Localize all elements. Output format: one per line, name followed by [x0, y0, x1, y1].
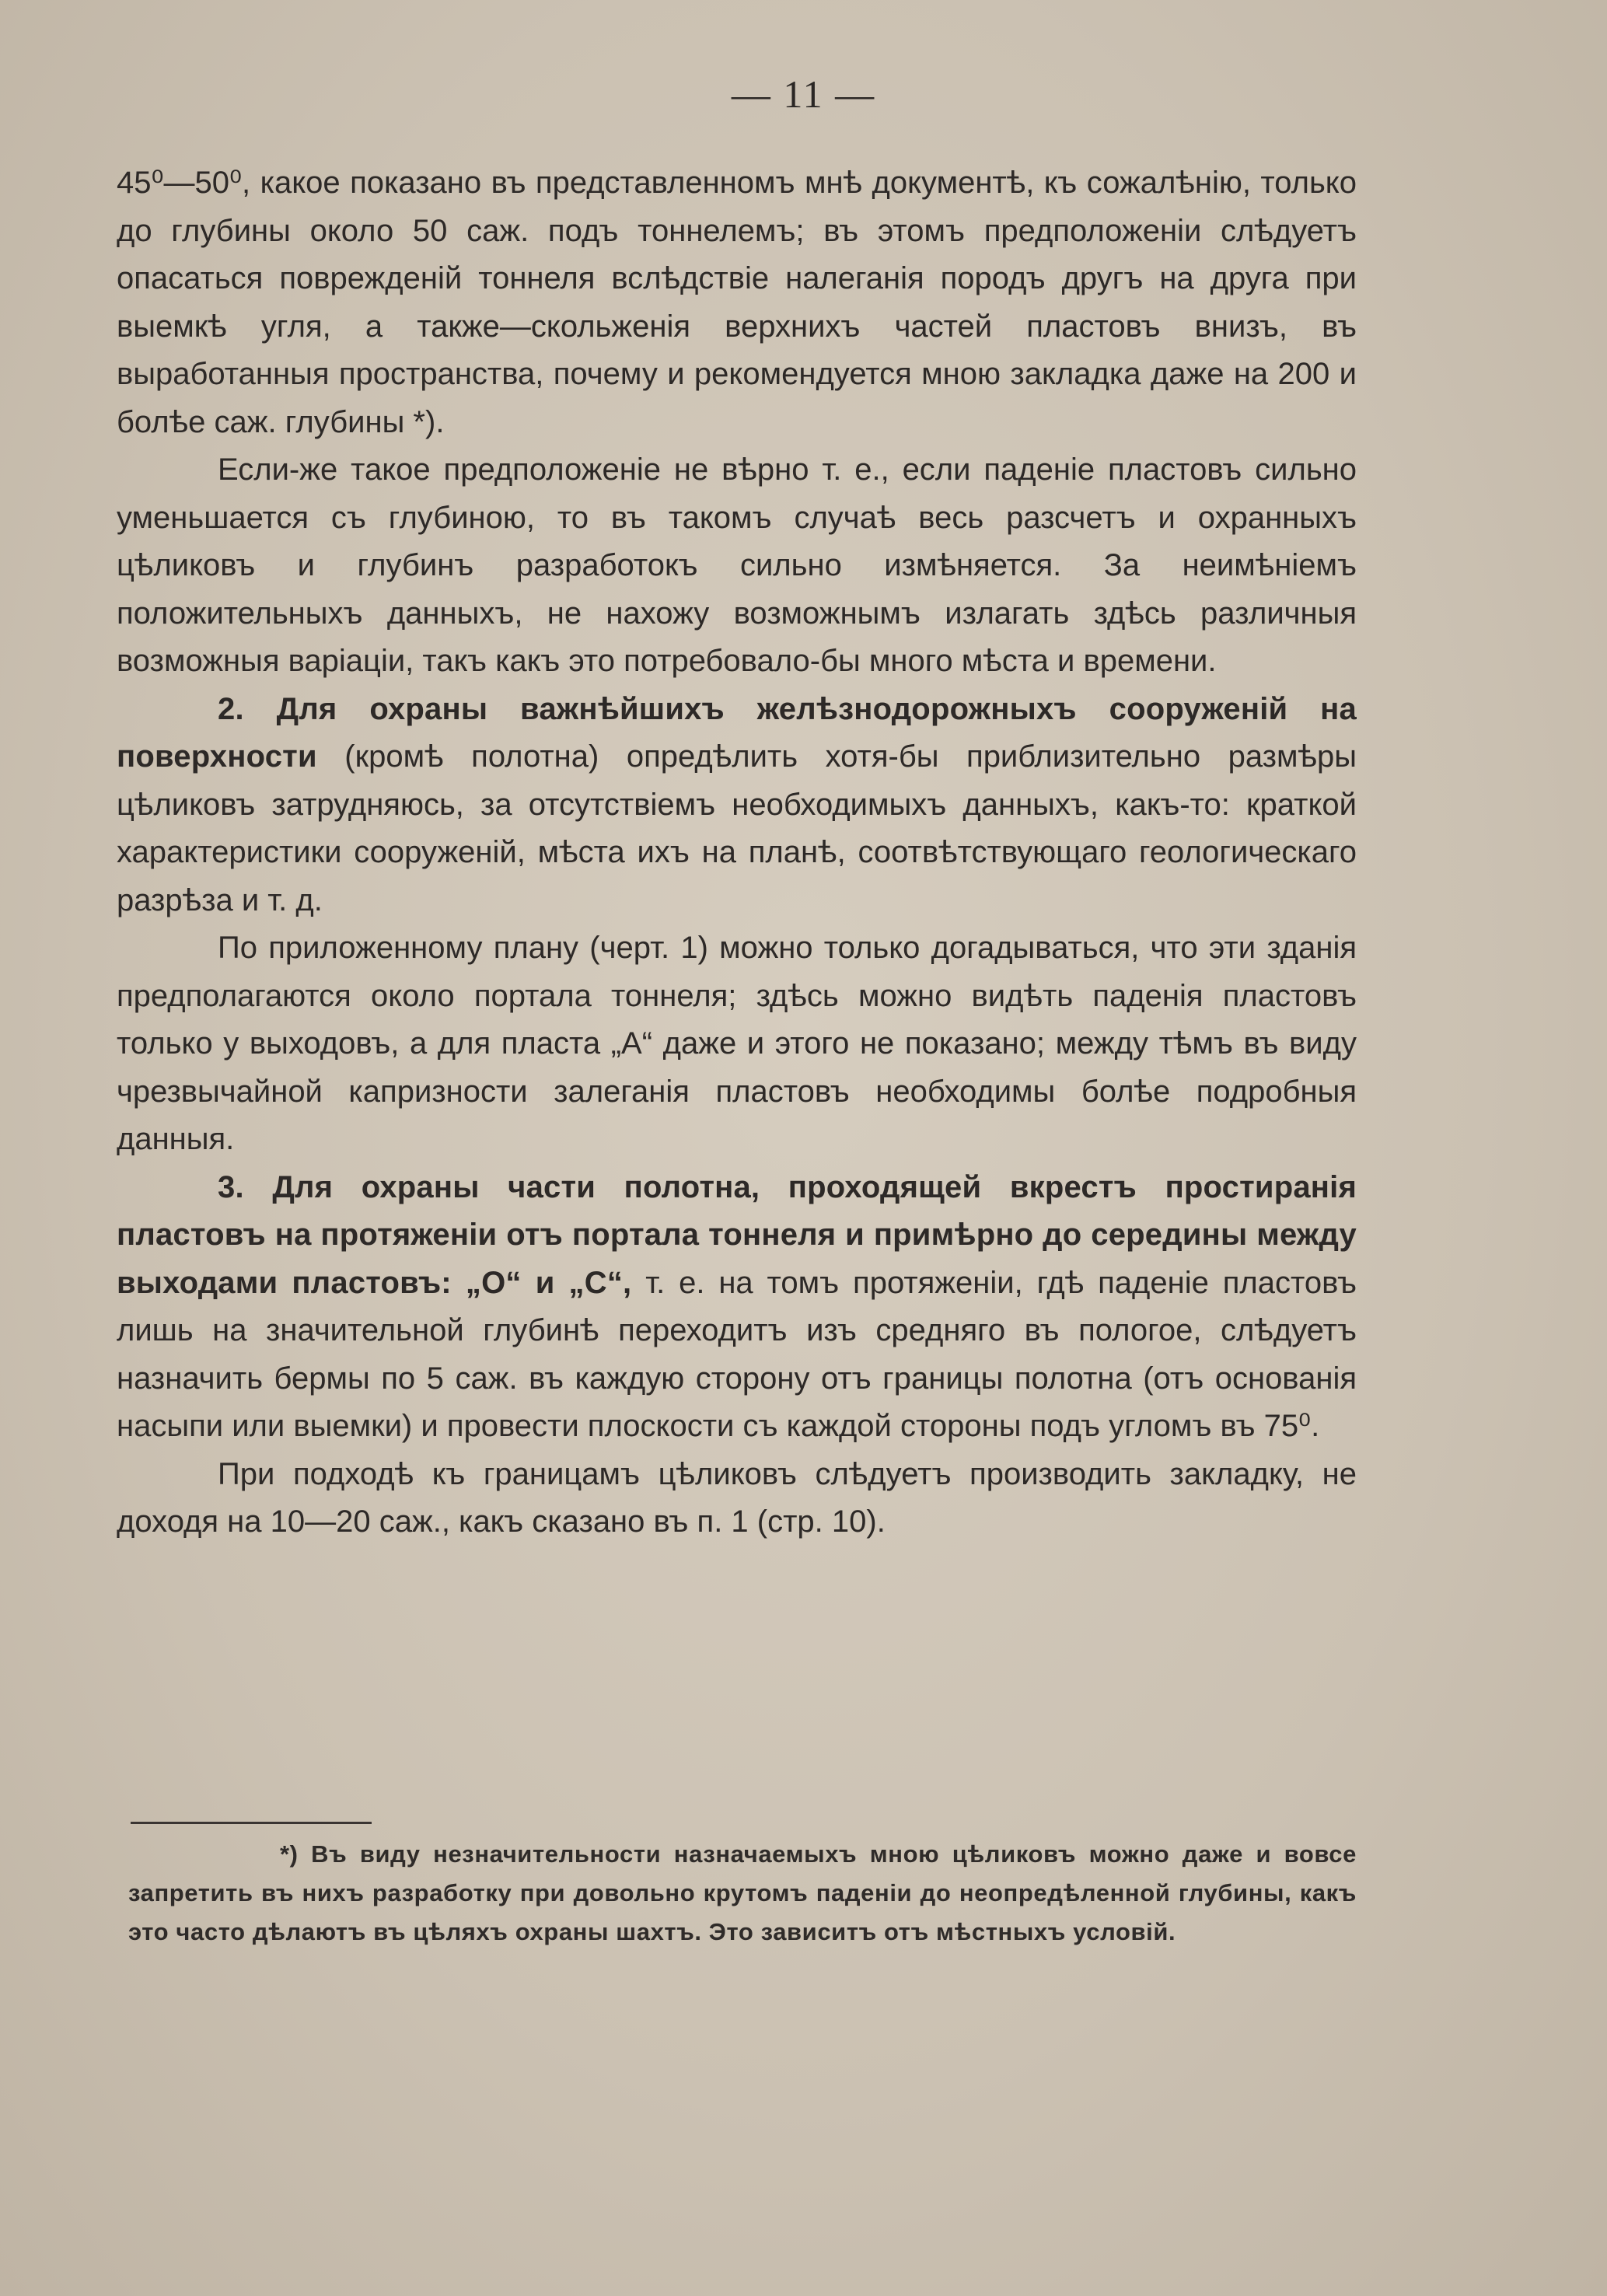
paragraph-1: 45⁰—50⁰, какое показано въ представленномъ мнѣ документѣ, къ сожалѣнію, только до глубины около 50 саж. подъ тоннелемъ; въ этомъ предположеніи слѣдуетъ опасаться поврежденій тоннеля вслѣдствіе налеганія породъ другъ на друга при выемкѣ угля, а также—скольженія верхнихъ частей пластовъ внизъ, въ выработанныя пространства, почему и рекомендуется мною закладка даже на 200 и болѣе саж. глубины *). [117, 166, 1357, 439]
paragraph-3 [117, 686, 1357, 925]
paragraph-5 [117, 1164, 1357, 1451]
section-2-heading: 2. Для охраны важнѣйшихъ желѣзнодорожныхъ сооруженій на поверхности [117, 691, 1357, 774]
footnote-divider [131, 1822, 372, 1824]
main-text [117, 159, 1357, 1546]
footnote-text: *) Въ виду незначительности назначаемыхъ мною цѣликовъ можно даже и вовсе запретить въ нихъ разработку при довольно крутомъ паденіи до неопредѣленной глубины, какъ это часто дѣлаютъ въ цѣляхъ охраны шахтъ. Это зависитъ отъ мѣстныхъ условій. [128, 1840, 1357, 1945]
paragraph-2: Если-же такое предположеніе не вѣрно т. е., если паденіе пластовъ сильно уменьшается съ глубиною, то въ такомъ случаѣ весь разсчетъ и охранныхъ цѣликовъ и глубинъ разработокъ сильно измѣняется. За неимѣніемъ положительныхъ данныхъ, не нахожу возможнымъ излагать здѣсь различныя возможныя варіаціи, такъ какъ это потребовало-бы много мѣста и времени. [117, 453, 1357, 678]
paragraph-5-text: т. е. на томъ протяженіи, гдѣ паденіе пластовъ лишь на значительной глубинѣ переходитъ изъ средняго въ пологое, слѣдуетъ назначить бермы по 5 саж. въ каждую сторону отъ границы полотна (отъ основанія насыпи или выемки) и провести плоскости съ каждой стороны подъ угломъ въ 75⁰. [117, 1265, 1357, 1443]
paragraph-6: При подходѣ къ границамъ цѣликовъ слѣдуетъ производить закладку, не доходя на 10—20 саж., какъ сказано въ п. 1 (стр. 10). [117, 1456, 1357, 1539]
paragraph-4: По приложенному плану (черт. 1) можно только догадываться, что эти зданія предполагаются около портала тоннеля; здѣсь можно видѣть паденія пластовъ только у выходовъ, а для пласта „А“ даже и этого не показано; между тѣмъ въ виду чрезвычайной капризности залеганія пластовъ необходимы болѣе подробныя данныя. [117, 931, 1357, 1156]
footnote [128, 1835, 1357, 1952]
page-number: — 11 — [731, 72, 876, 116]
paragraph-3-text: (кромѣ полотна) опредѣлить хотя-бы приблизительно размѣры цѣликовъ затрудняюсь, за отсутствіемъ необходимыхъ данныхъ, какъ-то: краткой характеристики сооруженій, мѣста ихъ на планѣ, соотвѣтствующаго геологическаго разрѣза и т. д. [117, 739, 1357, 917]
section-3-heading: 3. Для охраны части полотна, проходящей вкрестъ простиранія пластовъ на протяженіи отъ портала тоннеля и примѣрно до середины между выходами пластовъ: „О“ и „С“, [117, 1169, 1357, 1300]
